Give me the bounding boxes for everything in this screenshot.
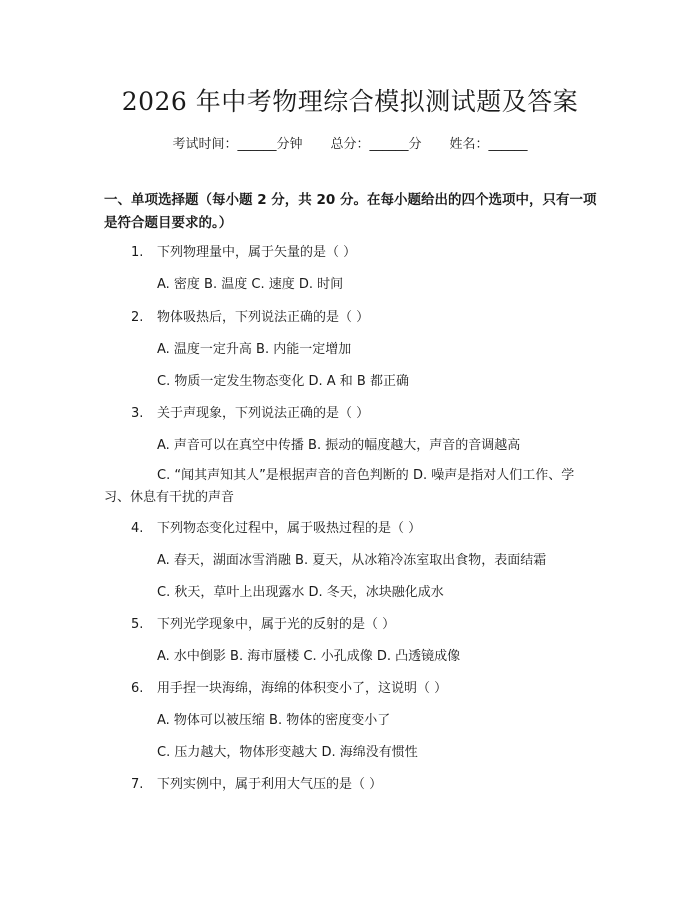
question-stem: 用手捏一块海绵，海绵的体积变小了，这说明（ ）: [157, 681, 448, 696]
question-number: 3.: [131, 406, 144, 421]
question-5: [131, 615, 395, 635]
page-title: 2026 年中考物理综合模拟测试题及答案: [121, 87, 579, 116]
question-stem: 下列光学现象中，属于光的反射的是（ ）: [157, 617, 396, 632]
question-4-options-cd: C. 秋天，草叶上出现露水 D. 冬天，冰块融化成水: [157, 585, 444, 600]
question-stem: 关于声现象，下列说法正确的是（ ）: [157, 406, 370, 421]
exam-info-line: [0, 133, 700, 152]
student-name-field: 姓名：______: [449, 137, 528, 152]
question-number: 2.: [131, 310, 144, 325]
question-6-options-cd: C. 压力越大，物体形变越大 D. 海绵没有惯性: [157, 745, 418, 760]
question-1-options: A. 密度 B. 温度 C. 速度 D. 时间: [157, 277, 344, 292]
question-number: 6.: [131, 681, 144, 696]
question-5-options: A. 水中倒影 B. 海市蜃楼 C. 小孔成像 D. 凸透镜成像: [157, 649, 461, 664]
question-2: [131, 308, 369, 328]
question-stem: 物体吸热后，下列说法正确的是（ ）: [157, 310, 370, 325]
question-2-options-cd: C. 物质一定发生物态变化 D. A 和 B 都正确: [157, 374, 409, 389]
question-number: 5.: [131, 617, 144, 632]
question-number: 4.: [131, 521, 144, 536]
question-6: [131, 679, 447, 699]
question-6-options-ab: A. 物体可以被压缩 B. 物体的密度变小了: [157, 713, 391, 728]
question-3-options-cd: C. “闻其声知其人”是根据声音的音色判断的 D. 噪声是指对人们工作、学习、休息有干扰的声音: [104, 468, 575, 505]
question-3-options-ab: A. 声音可以在真空中传播 B. 振动的幅度越大，声音的音调越高: [157, 438, 521, 453]
question-stem: 下列物理量中，属于矢量的是（ ）: [157, 245, 357, 260]
question-4-options-ab: A. 春天，湖面冰雪消融 B. 夏天，从冰箱冷冻室取出食物，表面结霜: [157, 553, 547, 568]
question-number: 1.: [131, 245, 144, 260]
section-heading: 一、单项选择题（每小题 2 分，共 20 分。在每小题给出的四个选项中，只有一项是符合题目要求的。）: [104, 192, 597, 231]
question-number: 7.: [131, 777, 144, 792]
question-1: [131, 243, 356, 263]
question-3: [131, 404, 369, 424]
exam-time-field: 考试时间：______分钟: [172, 137, 303, 152]
question-7: [131, 775, 382, 795]
question-2-options-ab: A. 温度一定升高 B. 内能一定增加: [157, 342, 352, 357]
question-4: [131, 519, 421, 539]
question-stem: 下列物态变化过程中，属于吸热过程的是（ ）: [157, 521, 422, 536]
total-score-field: 总分：______分: [330, 137, 422, 152]
question-stem: 下列实例中，属于利用大气压的是（ ）: [157, 777, 383, 792]
